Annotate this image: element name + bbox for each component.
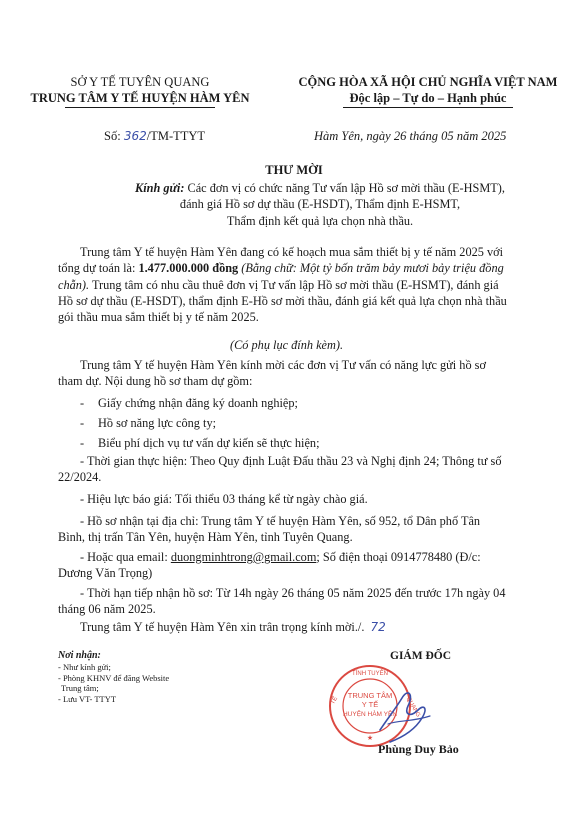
recipient-line-2: đánh giá Hồ sơ dự thầu (E-HSDT), Thẩm định E-HSMT, [179,197,461,212]
contact-email [58,549,558,582]
para2-line-2: tham dự. Nội dung hồ sơ tham dự gồm: [58,374,253,389]
national-motto: Độc lập – Tự do – Hạnh phúc [349,91,507,105]
list-item-text: Hồ sơ năng lực công ty; [98,416,217,430]
submission-address [58,513,558,546]
amount-in-words: (Bằng chữ: Một tỷ bốn trăm bảy mươi bảy triệu đồng [241,261,504,276]
deadline-line-2: tháng 06 năm 2025. [58,602,156,617]
list-item [80,415,320,435]
recipient-block [60,180,580,229]
signer-name: Phùng Duy Bảo [378,742,459,756]
list-item [80,395,320,415]
bullet-dash: - [80,436,85,450]
place-date-prefix: Hàm Yên, ngày [314,129,391,143]
closing-text: Trung tâm Y tế huyện Hàm Yên xin trân trọng kính mời./. [80,620,365,634]
date-day: 26 [393,129,407,143]
quote-validity: - Hiệu lực báo giá: Tối thiểu 03 tháng kể từ ngày chào giá. [80,492,368,506]
national-title: CỘNG HÒA XÃ HỘI CHỦ NGHĨA VIỆT NAM [298,75,558,89]
handwritten-initial: 72 [370,620,386,634]
address-line-2: Bình, thị trấn Tân Yên, huyện Hàm Yên, tỉnh Tuyên Quang. [58,530,353,545]
recipients-title: Nơi nhận: [58,650,101,661]
para2-line-1: Trung tâm Y tế huyện Hàm Yên kính mời các đơn vị Tư vấn có năng lực gửi hồ sơ [80,358,486,372]
stamp-ring-top: TỈNH TUYÊN [352,671,388,677]
closing-line [80,619,386,635]
parent-agency: SỞ Y TẾ TUYÊN QUANG [70,75,210,89]
document-number [104,128,205,144]
signer-role: GIÁM ĐỐC [390,650,452,662]
recipient-label: Kính gửi: [135,181,185,195]
time-line-2: 22/2024. [58,470,102,485]
doc-number-handwritten: 362 [123,129,147,143]
list-item-text: Biểu phí dịch vụ tư vấn dự kiến sẽ thực hiện; [98,436,320,450]
stamp-ring-left: TẾ [330,695,340,706]
recipient-item: Trung tâm; [61,683,99,693]
place-date [314,128,506,144]
required-documents-list [80,395,320,455]
org-header-left [30,74,250,108]
list-item [80,435,320,455]
email-link[interactable]: duongminhtrong@gmail.com [170,550,317,564]
paragraph-plan [58,244,554,325]
para1-line-5: gói thầu mua sắm thiết bị y tế năm 2025. [58,310,259,325]
amount-in-words-end: chẵn). [58,277,90,292]
recipient-item: - Phòng KHNV để đăng Website [58,672,170,683]
doc-number-suffix: /TM-TTYT [146,129,206,143]
para1-line-1: Trung tâm Y tế huyện Hàm Yên đang có kế hoạch mua sắm thiết bị y tế năm 2025 với [80,245,504,259]
time-line-1: - Thời gian thực hiện: Theo Quy định Luật Đấu thầu 23 và Nghị định 24; Thông tư số [80,454,502,468]
stamp-text-line2: Y TẾ [361,700,379,709]
phone-contact: ; Số điện thoại 0914778480 (Đ/c: [316,550,481,564]
recipient-line-1: Các đơn vị có chức năng Tư vấn lập Hồ sơ mời thầu (E-HSMT), [187,181,505,195]
issuing-organization: TRUNG TÂM Y TẾ HUYỆN HÀM YÊN [30,91,250,105]
email-label: - Hoặc qua email: [80,550,168,564]
para1-line-4: Hồ sơ dự thầu (E-HSDT), thẩm định E-Hồ sơ mời thầu, đánh giá kết quả lựa chọn nhà thầu [58,293,507,308]
bullet-dash: - [80,416,85,430]
recipient-item: - Lưu VT- TTYT [58,693,117,704]
bullet-dash: - [80,396,85,410]
stamp-star: ★ [366,735,374,742]
recipient-item: - Như kính gửi; [58,662,111,672]
address-line-1: - Hồ sơ nhận tại địa chỉ: Trung tâm Y tế huyện Hàm Yên, số 952, tổ Dân phố Tân [80,514,481,528]
date-year: năm 2025 [456,129,507,143]
header-divider-left [65,107,215,108]
recipients-block [58,650,169,704]
contact-person: Dương Văn Trọng) [58,566,153,581]
doc-number-label: Số: [104,129,121,143]
date-month: 05 [441,129,454,143]
national-header [278,74,578,108]
para1-amount-label: tổng dự toán là: [58,261,136,276]
document-title: THƯ MỜI [265,163,323,177]
deadline-line-1: - Thời hạn tiếp nhận hồ sơ: Từ 14h ngày 26 tháng 05 năm 2025 đến trước 17h ngày 04 [80,586,506,600]
recipient-line-3: Thẩm định kết quả lựa chọn nhà thầu. [226,213,414,228]
attachment-note: (Có phụ lục đính kèm). [230,338,344,352]
list-item-text: Giấy chứng nhận đăng ký doanh nghiệp; [98,396,298,410]
para1-line-3: Trung tâm có nhu cầu thuê đơn vị Tư vấn lập Hồ sơ mời thầu (E-HSMT), đánh giá [91,277,499,292]
stamp-ring-right: QUANG [404,696,421,719]
stamp-text-line1: TRUNG TÂM [347,691,393,700]
total-budget: 1.477.000.000 đồng [138,261,239,276]
receipt-deadline [58,585,558,618]
header-divider-right [343,107,513,108]
execution-time [58,453,558,486]
stamp-text-line3: HUYỆN HÀM YÊN [342,711,398,718]
date-month-word: tháng [409,129,438,143]
paragraph-invitation [58,357,558,390]
